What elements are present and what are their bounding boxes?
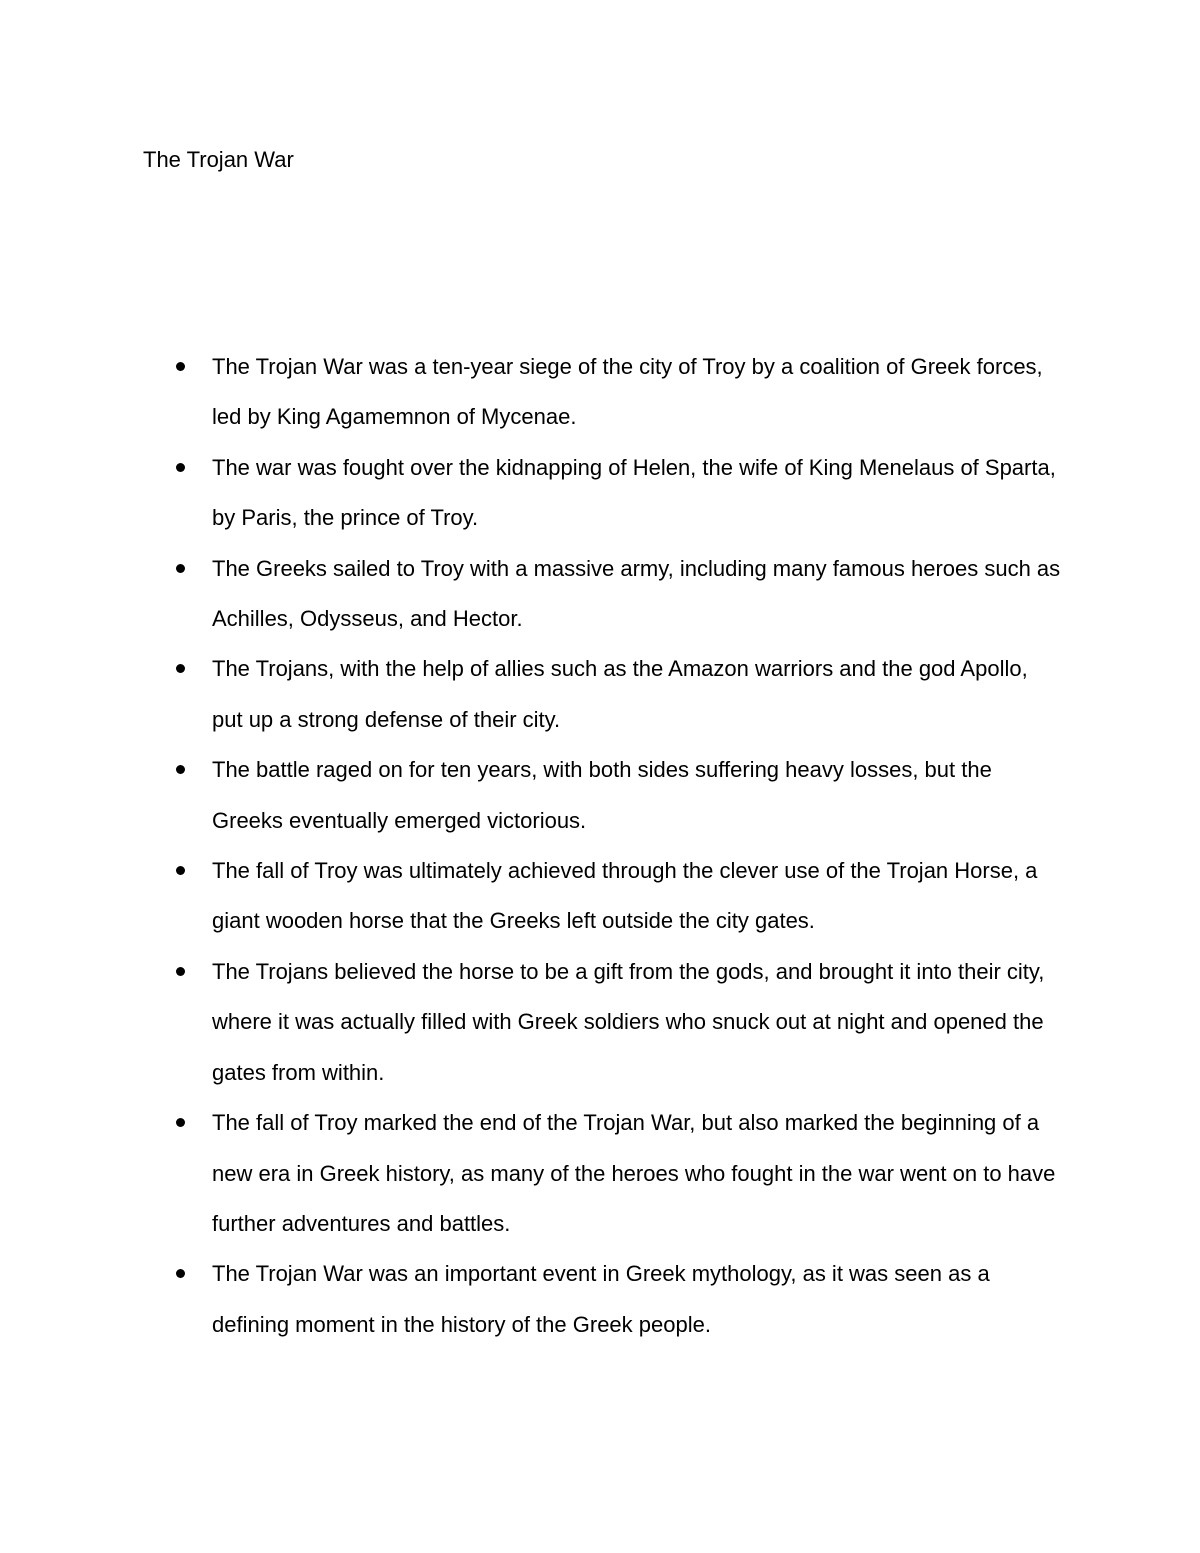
bullet-text: The Trojans, with the help of allies such as the Amazon warriors and the god Apollo, put up a strong defense of their city. <box>212 656 1028 732</box>
bullet-item <box>0 745 1062 846</box>
bullet-item <box>0 544 1062 645</box>
bullet-icon <box>176 765 185 774</box>
bullet-icon <box>176 463 185 472</box>
bullet-item <box>0 443 1062 544</box>
bullet-icon <box>176 664 185 673</box>
bullet-item <box>0 947 1062 1098</box>
bullet-text: The fall of Troy was ultimately achieved through the clever use of the Trojan Horse, a giant wooden horse that the Greeks left outside the city gates. <box>212 858 1038 934</box>
bullet-text: The Trojan War was a ten-year siege of the city of Troy by a coalition of Greek forces, led by King Agamemnon of Mycenae. <box>212 354 1043 430</box>
bullet-text: The fall of Troy marked the end of the Trojan War, but also marked the beginning of a new era in Greek history, as many of the heroes who fought in the war went on to have further adventures and battles. <box>212 1110 1056 1236</box>
bullet-item <box>0 1098 1062 1249</box>
bullet-text: The Trojans believed the horse to be a gift from the gods, and brought it into their city, where it was actually filled with Greek soldiers who snuck out at night and opened the gates from within. <box>212 958 1045 1085</box>
document-title: The Trojan War <box>143 147 294 172</box>
bullet-item <box>0 342 1062 443</box>
bullet-icon <box>176 1118 185 1127</box>
bullet-icon <box>176 362 185 371</box>
bullet-item <box>0 644 1062 745</box>
bullet-text: The Greeks sailed to Troy with a massive army, including many famous heroes such as Achilles, Odysseus, and Hector. <box>212 555 1061 632</box>
bullet-item <box>0 846 1062 947</box>
bullet-list <box>0 342 1200 1350</box>
bullet-icon <box>176 1269 185 1278</box>
bullet-icon <box>176 967 185 976</box>
bullet-item <box>0 1249 1062 1350</box>
bullet-text: The battle raged on for ten years, with both sides suffering heavy losses, but the Greeks eventually emerged victorious. <box>212 757 992 833</box>
bullet-text: The Trojan War was an important event in Greek mythology, as it was seen as a defining moment in the history of the Greek people. <box>212 1261 990 1337</box>
bullet-icon <box>176 866 185 875</box>
bullet-text: The war was fought over the kidnapping of Helen, the wife of King Menelaus of Sparta, by Paris, the prince of Troy. <box>212 454 1056 531</box>
bullet-icon <box>176 564 185 573</box>
